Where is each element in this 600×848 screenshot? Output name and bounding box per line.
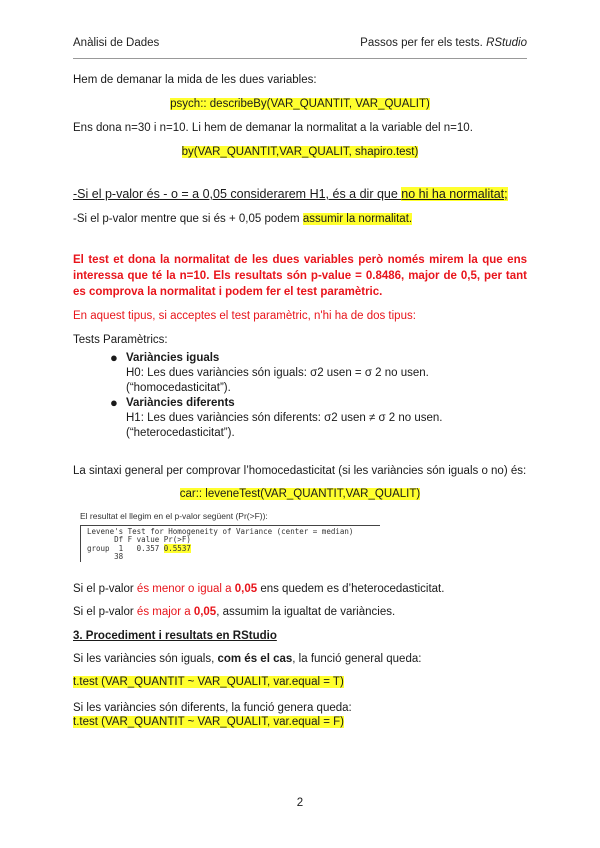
header-title-right <box>360 37 527 49</box>
pvalue-rule-homo <box>73 605 527 619</box>
pvalue-rule-text: Si el p-valor <box>73 606 137 618</box>
pvalue-rule-text: ens quedem es d’heterocedasticitat. <box>257 583 445 595</box>
pvalue-rule-threshold: 0,05 <box>193 606 217 618</box>
different-variances-line: Si les variàncies són diferents, la funció genera queda: <box>73 702 352 714</box>
output-line-text: group 1 0.357 <box>87 543 164 553</box>
pvalue-rule-threshold: 0,05 <box>234 583 258 595</box>
output-box <box>80 525 380 562</box>
rule-normality <box>73 212 527 226</box>
code-shapiro-text: by(VAR_QUANTIT,VAR_QUALIT, shapiro.test) <box>181 146 419 158</box>
bullet-text: H0: Les dues variàncies són iguals: σ2 usen = σ 2 no usen. (“homocedasticitat”). <box>126 367 429 394</box>
paragraph-mida: Hem de demanar la mida de les dues variables: <box>73 74 317 86</box>
rule-no-normality-text: -Si el p-valor és - o = a 0,05 considerarem H1, és a dir que <box>73 187 402 201</box>
header-title-left: Anàlisi de Dades <box>73 37 160 49</box>
bullet-text: H1: Les dues variàncies són diferents: σ2 usen ≠ σ 2 no usen. (“heterocedasticitat”). <box>126 412 443 439</box>
output-line: Levene's Test for Homogeneity of Variance (center = median) <box>87 526 354 536</box>
bullet-different-variances <box>126 396 527 441</box>
red-result-paragraph: El test et dona la normalitat de les dues variables però només mirem la que ens interessa que té la n=10. Els resultats són p-value = 0.8486, major de 0,5, per tant es comprova la normalitat i podem fer el test paramètric. <box>73 254 527 298</box>
equal-line-bold: com és el cas <box>217 653 293 665</box>
pvalue-rule-text: Si el p-valor <box>73 583 137 595</box>
code-ttest-equal-text: t.test (VAR_QUANTIT ~ VAR_QUALIT, var.equal = T) <box>73 676 344 688</box>
syntax-paragraph: La sintaxi general per comprovar l’homocedasticitat (si les variàncies són iguals o no) és: <box>73 465 527 477</box>
pvalue-rule-text: , assumim la igualtat de variàncies. <box>216 606 396 618</box>
output-line: Df F value Pr(>F) <box>87 535 191 544</box>
section-title: 3. Procediment i resultats en RStudio <box>73 630 277 642</box>
pvalue-rule-red: és menor o igual a <box>136 583 235 595</box>
output-line <box>87 545 380 554</box>
rule-normality-text: -Si el p-valor mentre que si és + 0,05 podem <box>73 213 303 225</box>
rule-no-normality-highlight: no hi ha normalitat; <box>401 187 508 201</box>
bullet-equal-variances <box>126 351 527 396</box>
code-ttest-unequal-text: t.test (VAR_QUANTIT ~ VAR_QUALIT, var.equal = F) <box>73 716 344 728</box>
equal-line-text: , la funció general queda: <box>292 653 422 665</box>
equal-line-text: Si les variàncies són iguals, <box>73 653 218 665</box>
bullet-dot-icon: ● <box>110 395 118 410</box>
red-parametric-note: En aquest tipus, si acceptes el test paramètric, n'hi ha de dos tipus: <box>73 310 416 322</box>
bullet-dot-icon: ● <box>110 350 118 365</box>
code-describeby <box>73 97 527 111</box>
output-caption: El resultat el llegim en el p-valor següent (Pr(>F)): <box>80 511 268 521</box>
output-line: 38 <box>87 552 124 561</box>
header-right-italic: RStudio <box>486 37 527 49</box>
page-number: 2 <box>296 797 304 809</box>
rule-normality-highlight: assumir la normalitat. <box>302 213 413 225</box>
paragraph-n: Ens dona n=30 i n=10. Li hem de demanar la normalitat a la variable del n=10. <box>73 122 473 134</box>
code-describeby-text: psych:: describeBy(VAR_QUANTIT, VAR_QUALIT) <box>170 98 430 110</box>
equal-variances-line <box>73 652 527 666</box>
pvalue-rule-red: és major a <box>136 606 194 618</box>
code-levene <box>73 487 527 501</box>
tests-label: Tests Paramètrics: <box>73 334 168 346</box>
pvalue-rule-hetero <box>73 582 527 596</box>
output-pvalue-highlight: 0.5537 <box>163 543 191 553</box>
bullet-title: Variàncies diferents <box>126 397 235 409</box>
header-right-prefix: Passos per fer els tests. <box>360 37 483 49</box>
levene-output-image <box>80 512 380 570</box>
code-ttest-unequal <box>73 715 527 729</box>
code-shapiro <box>73 145 527 159</box>
rule-no-normality <box>73 187 527 201</box>
code-ttest-equal <box>73 675 527 689</box>
bullet-title: Variàncies iguals <box>126 352 220 364</box>
code-levene-text: car:: leveneTest(VAR_QUANTIT,VAR_QUALIT) <box>179 488 421 500</box>
header-rule <box>73 58 527 59</box>
